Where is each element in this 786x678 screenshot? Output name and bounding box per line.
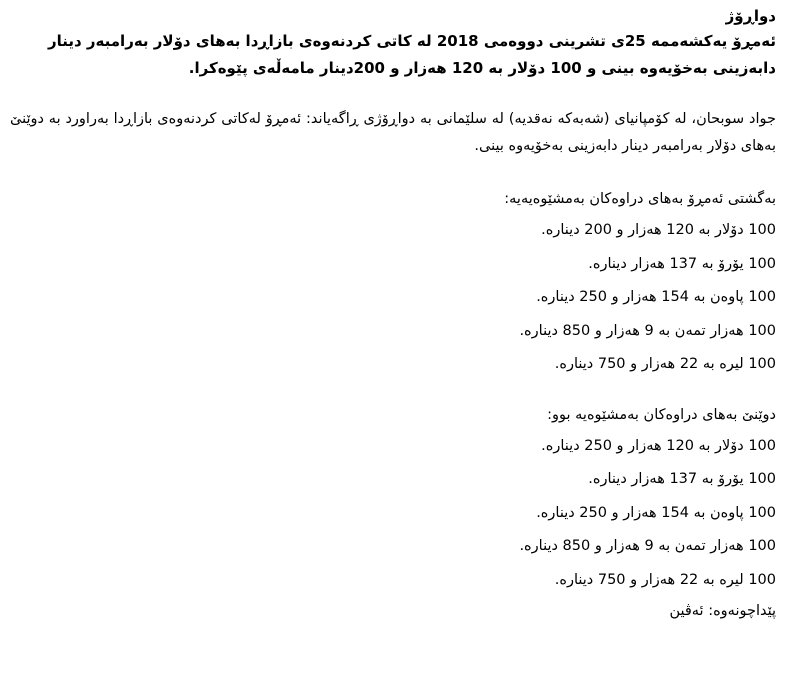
rate-item-irr: 100 هەزار تمەن بە 9 هەزار و 850 دینارە. (519, 538, 776, 554)
spacer (10, 160, 776, 184)
article-headline: ئەمڕۆ یەکشەممە 25ی تشرینی دووەمی 2018 لە کاتی کردنەوەی بازاڕدا بەهای دۆلار بەرامبەر دینار دابەزینی بەخۆیەوە بینی و 100 دۆلار بە 120 هەزار و 200دینار مامەڵەی پێوەکرا. (47, 32, 776, 77)
article-source-line: پێداچونەوە: ئەڤین (669, 603, 776, 619)
rate-item-usd: 100 دۆلار بە 120 هەزار و 200 دینارە. (541, 222, 776, 238)
spacer (10, 382, 776, 400)
yesterday-rates-list (10, 430, 776, 598)
yesterday-rates-heading: دوێنێ بەهای دراوەکان بەمشێوەیە بوو: (547, 406, 776, 423)
today-rates-list (10, 214, 776, 382)
rate-item-eur: 100 یۆرۆ بە 137 هەزار دینارە. (588, 471, 776, 487)
rate-item-gbp: 100 پاوەن بە 154 هەزار و 250 دینارە. (536, 504, 776, 521)
rate-item-try: 100 لیرە بە 22 هەزار و 750 دینارە. (554, 356, 776, 372)
today-rates-heading: بەگشتی ئەمڕۆ بەهای دراوەکان بەمشێوەیەیە: (504, 191, 776, 207)
rate-item-gbp: 100 پاوەن بە 154 هەزار و 250 دینارە. (536, 289, 776, 305)
rate-item-irr: 100 هەزار تمەن بە 9 هەزار و 850 دینارە. (519, 322, 776, 339)
article-kicker: دواڕۆژ (725, 7, 776, 25)
spacer (10, 82, 776, 106)
rate-item-try: 100 لیرە بە 22 هەزار و 750 دینارە. (554, 571, 776, 588)
rate-item-eur: 100 یۆرۆ بە 137 هەزار دینارە. (588, 255, 776, 272)
rate-item-usd: 100 دۆلار بە 120 هەزار و 250 دینارە. (541, 437, 776, 454)
article-lead: جواد سوبحان، لە کۆمپانیای (شەبەکە نەقدیە) لە سلێمانی بە دواڕۆژی ڕاگەیاند: ئەمڕۆ لەکاتی کردنەوەی بازاڕدا بەراورد بە دوێنێ بەهای دۆلار بەرامبەر دینار دابەزینی بەخۆیەوە بینی. (10, 111, 776, 154)
